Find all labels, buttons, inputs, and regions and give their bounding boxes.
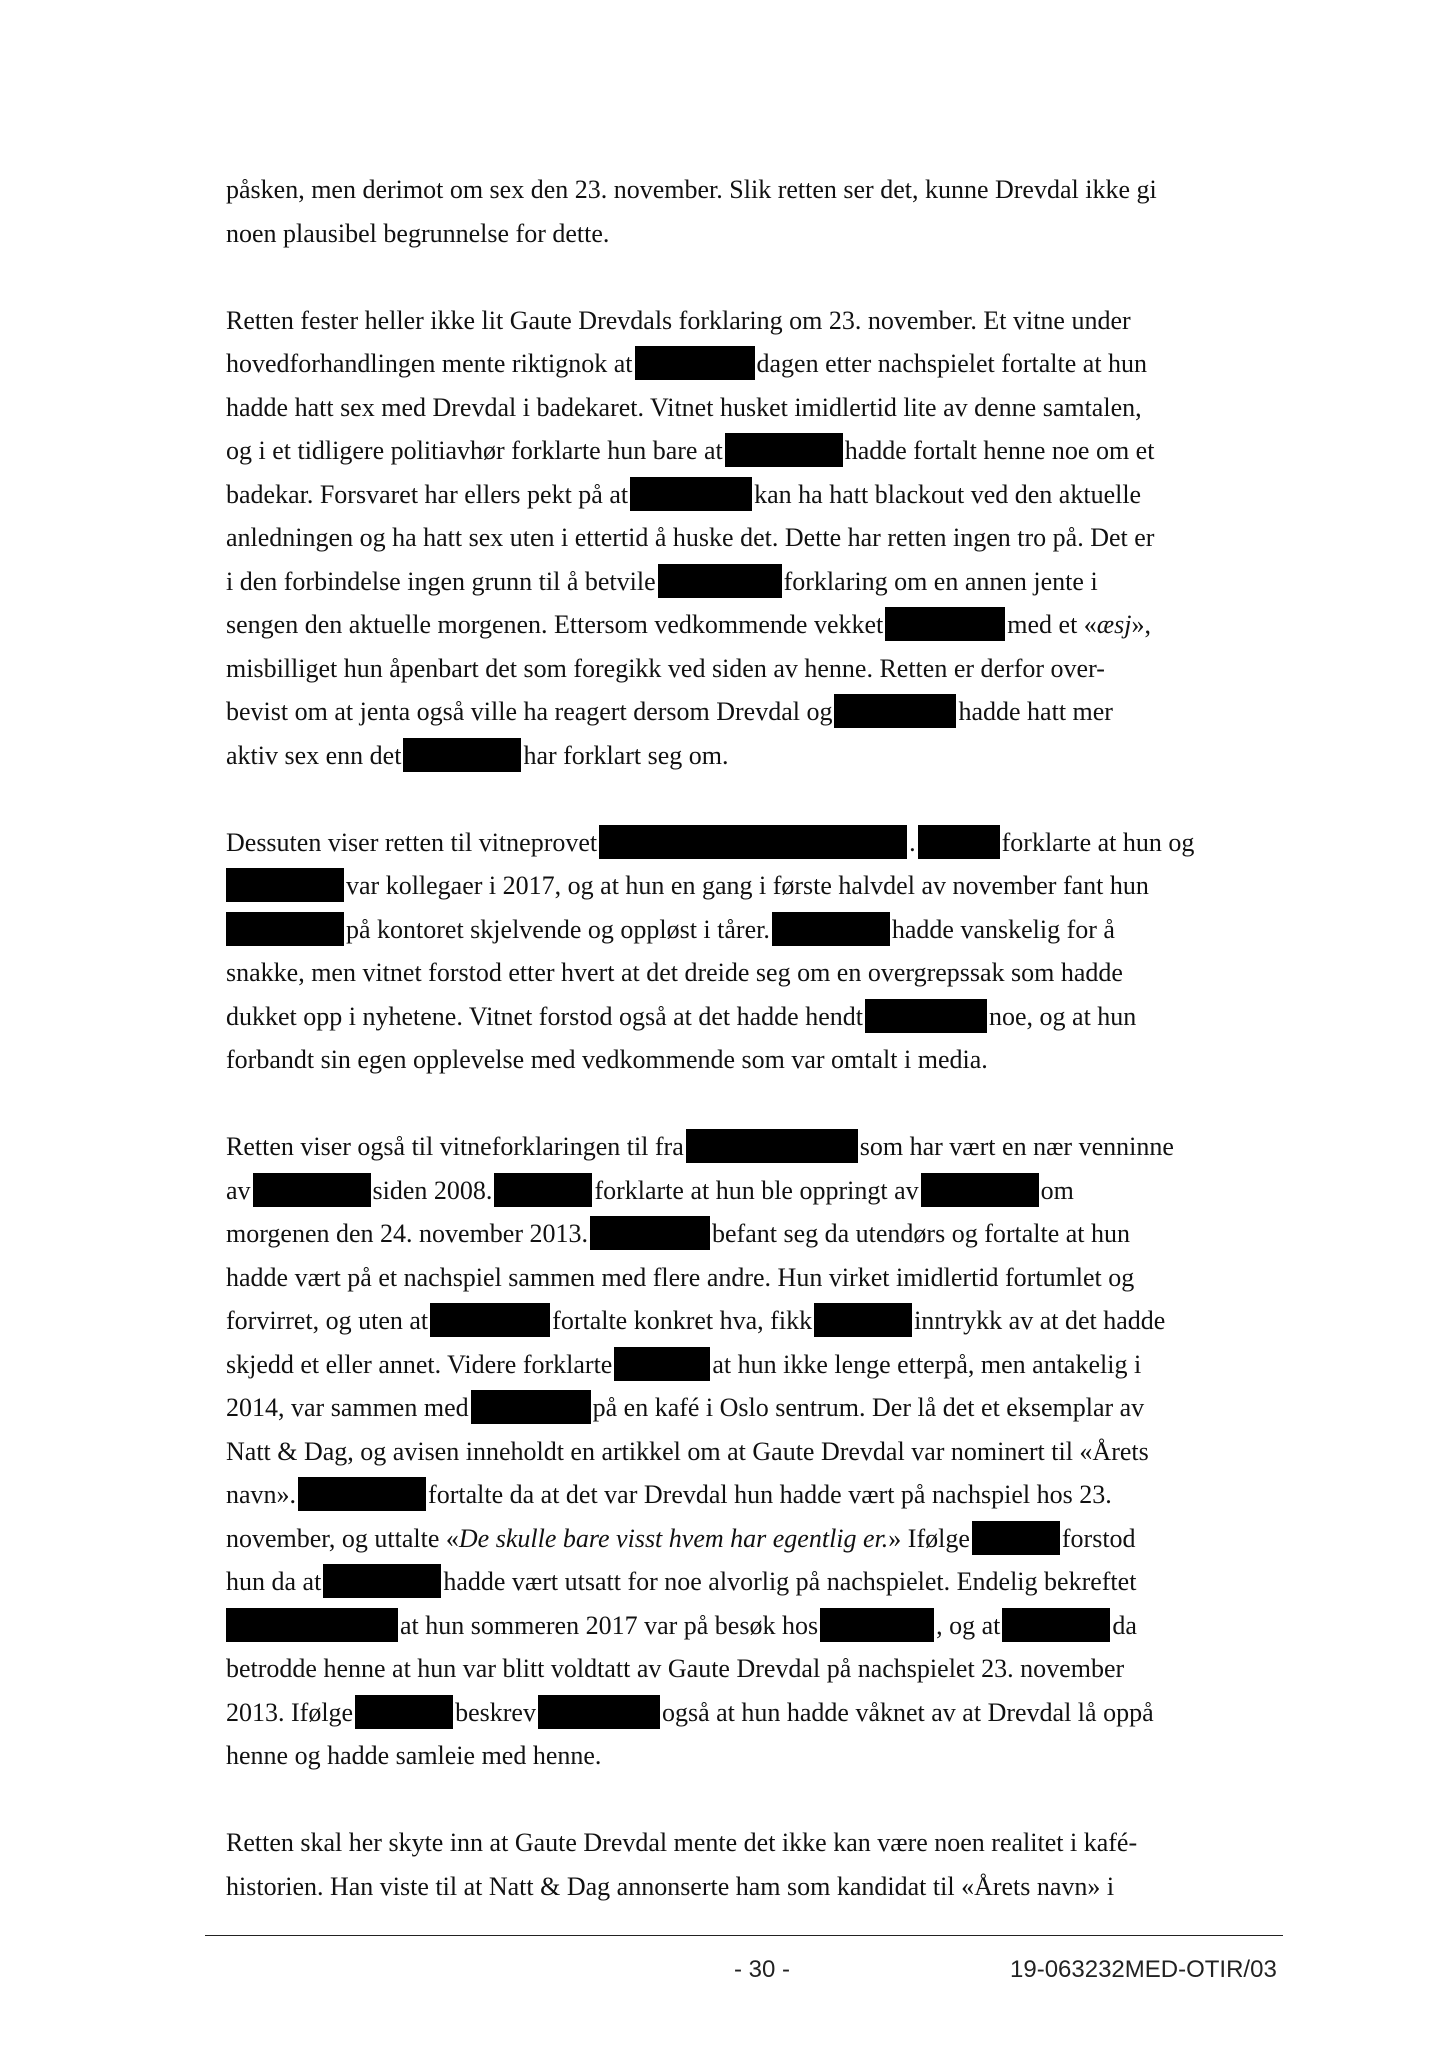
text-line bbox=[226, 386, 1284, 430]
text-segment: med et « bbox=[1007, 610, 1097, 639]
text-segment: sengen den aktuelle morgenen. Ettersom vedkommende vekket bbox=[226, 610, 884, 639]
text-segment: befant seg da utendørs og fortalte at hun bbox=[712, 1219, 1131, 1248]
text-line bbox=[226, 1169, 1284, 1213]
text-segment: inntrykk av at det hadde bbox=[914, 1306, 1166, 1335]
text-segment: noen plausibel begrunnelse for dette. bbox=[226, 218, 610, 248]
text-line bbox=[226, 560, 1284, 604]
text-segment: hadde hatt sex med Drevdal i badekaret. Vitnet husket imidlertid lite av denne samtalen, bbox=[226, 392, 1142, 422]
text-segment: av bbox=[226, 1175, 251, 1205]
text-segment: hadde fortalt henne noe om et bbox=[844, 436, 1155, 465]
text-segment: anledningen og ha hatt sex uten i ettertid å huske det. Dette har retten ingen tro på. Det er bbox=[226, 523, 1155, 552]
text-line bbox=[226, 342, 1284, 386]
text-line bbox=[226, 690, 1284, 734]
text-segment: 2014, var sammen med bbox=[226, 1393, 469, 1422]
text-segment: beskrev bbox=[455, 1697, 536, 1727]
text-line bbox=[226, 908, 1284, 952]
redaction-block bbox=[494, 1173, 592, 1207]
text-segment: hadde vært på et nachspiel sammen med flere andre. Hun virket imidlertid fortumlet og bbox=[226, 1262, 1135, 1292]
text-line bbox=[226, 1821, 1284, 1865]
text-segment-italic: De skulle bare visst hvem har egentlig er. bbox=[458, 1523, 889, 1553]
redaction-block bbox=[430, 1303, 550, 1337]
redaction-block bbox=[590, 1216, 710, 1250]
footer-divider bbox=[205, 1935, 1283, 1936]
redaction-block bbox=[614, 1347, 710, 1381]
redaction-block bbox=[658, 564, 782, 598]
text-line bbox=[226, 1343, 1284, 1387]
text-line bbox=[226, 1647, 1284, 1691]
text-segment: Retten fester heller ikke lit Gaute Drevdals forklaring om 23. november. Et vitne under bbox=[226, 305, 1131, 335]
text-segment: forstod bbox=[1061, 1523, 1136, 1553]
redaction-block bbox=[865, 999, 987, 1033]
text-segment: dukket opp i nyhetene. Vitnet forstod også at det hadde hendt bbox=[226, 1001, 863, 1031]
text-segment: . bbox=[909, 827, 916, 857]
text-line bbox=[226, 429, 1284, 473]
case-reference: 19-063232MED-OTIR/03 bbox=[1010, 1956, 1277, 1983]
text-segment: Retten viser også til vitneforklaringen til fra bbox=[226, 1132, 684, 1161]
text-segment: i den forbindelse ingen grunn til å betvile bbox=[226, 566, 656, 596]
text-line bbox=[226, 995, 1284, 1039]
text-segment: var kollegaer i 2017, og at hun en gang i første halvdel av november fant hun bbox=[346, 871, 1149, 900]
text-line bbox=[226, 647, 1284, 691]
text-line bbox=[226, 1038, 1284, 1082]
text-segment: november, og uttalte « bbox=[226, 1523, 459, 1553]
redaction-block bbox=[921, 1173, 1039, 1207]
text-segment: forvirret, og uten at bbox=[226, 1306, 429, 1335]
text-segment: bevist om at jenta også ville ha reagert dersom Drevdal og bbox=[226, 697, 833, 726]
redaction-block bbox=[635, 346, 755, 380]
text-line bbox=[226, 212, 1284, 256]
redaction-block bbox=[599, 825, 907, 859]
text-segment: aktiv sex enn det bbox=[226, 740, 402, 770]
redaction-block bbox=[538, 1695, 660, 1729]
redaction-block bbox=[471, 1390, 591, 1424]
redaction-block bbox=[355, 1695, 453, 1729]
redaction-block bbox=[298, 1477, 426, 1511]
text-line bbox=[226, 1604, 1284, 1648]
text-segment: morgenen den 24. november 2013. bbox=[226, 1219, 588, 1248]
text-segment: påsken, men derimot om sex den 23. november. Slik retten ser det, kunne Drevdal ikke gi bbox=[226, 175, 1157, 204]
text-segment: forbandt sin egen opplevelse med vedkommende som var omtalt i media. bbox=[226, 1045, 988, 1074]
text-line bbox=[226, 1734, 1284, 1778]
text-segment: 2013. Ifølge bbox=[226, 1697, 354, 1727]
text-segment: hadde vanskelig for å bbox=[891, 914, 1115, 944]
redaction-block bbox=[725, 433, 843, 467]
text-segment: misbilliget hun åpenbart det som foregikk ved siden av henne. Retten er derfor over- bbox=[226, 653, 1105, 683]
text-line bbox=[226, 516, 1284, 560]
text-segment: på kontoret skjelvende og oppløst i tårer. bbox=[346, 914, 770, 944]
text-segment: Dessuten viser retten til vitneprovet bbox=[226, 827, 598, 857]
text-line bbox=[226, 734, 1284, 778]
page-number: - 30 - bbox=[734, 1956, 791, 1983]
redaction-block bbox=[403, 738, 521, 772]
redaction-block bbox=[834, 694, 956, 728]
text-segment: historien. Han viste til at Natt & Dag annonserte ham som kandidat til «Årets navn» i bbox=[226, 1871, 1115, 1901]
text-line bbox=[226, 1386, 1284, 1430]
text-line bbox=[226, 1865, 1284, 1909]
redaction-block bbox=[820, 1608, 934, 1642]
text-segment: , og at bbox=[936, 1610, 1001, 1640]
text-segment: noe, og at hun bbox=[988, 1001, 1137, 1031]
text-segment: forklarte at hun ble oppringt av bbox=[594, 1175, 919, 1205]
text-line bbox=[226, 1299, 1284, 1343]
paragraph-1 bbox=[226, 168, 1284, 255]
redaction-block bbox=[814, 1303, 912, 1337]
text-segment: hun da at bbox=[226, 1567, 322, 1596]
text-segment: hadde vært utsatt for noe alvorlig på nachspielet. Endelig bekreftet bbox=[443, 1567, 1137, 1596]
text-segment: Natt & Dag, og avisen inneholdt en artikkel om at Gaute Drevdal var nominert til «Årets bbox=[226, 1436, 1149, 1466]
text-segment: fortalte da at det var Drevdal hun hadde vært på nachspiel hos 23. bbox=[428, 1480, 1112, 1509]
text-segment: henne og hadde samleie med henne. bbox=[226, 1741, 602, 1770]
text-segment: på en kafé i Oslo sentrum. Der lå det et eksemplar av bbox=[592, 1393, 1145, 1422]
paragraph-4 bbox=[226, 1125, 1284, 1778]
paragraph-3 bbox=[226, 821, 1284, 1082]
text-segment: har forklart seg om. bbox=[523, 740, 729, 770]
text-segment: kan ha hatt blackout ved den aktuelle bbox=[754, 479, 1142, 509]
text-segment: betrodde henne at hun var blitt voldtatt av Gaute Drevdal på nachspielet 23. november bbox=[226, 1654, 1125, 1683]
redaction-block bbox=[686, 1129, 858, 1163]
text-line bbox=[226, 1517, 1284, 1561]
text-segment: at hun ikke lenge etterpå, men antakelig i bbox=[712, 1349, 1142, 1379]
redaction-block bbox=[972, 1521, 1060, 1555]
redaction-block bbox=[253, 1173, 371, 1207]
text-line bbox=[226, 1212, 1284, 1256]
text-segment: også at hun hadde våknet av at Drevdal lå oppå bbox=[661, 1697, 1154, 1727]
paragraph-5 bbox=[226, 1821, 1284, 1908]
text-segment: og i et tidligere politiavhør forklarte hun bare at bbox=[226, 436, 723, 465]
redaction-block bbox=[226, 1608, 398, 1642]
body-text bbox=[226, 168, 1284, 1952]
text-segment: fortalte konkret hva, fikk bbox=[552, 1306, 813, 1335]
text-segment: om bbox=[1040, 1175, 1074, 1205]
redaction-block bbox=[885, 607, 1005, 641]
text-segment: da bbox=[1112, 1610, 1137, 1640]
text-segment: at hun sommeren 2017 var på besøk hos bbox=[400, 1610, 819, 1640]
text-segment: som har vært en nær venninne bbox=[859, 1132, 1174, 1161]
paragraph-2 bbox=[226, 299, 1284, 778]
redaction-block bbox=[630, 477, 752, 511]
text-line bbox=[226, 168, 1284, 212]
redaction-block bbox=[226, 912, 344, 946]
redaction-block bbox=[918, 825, 1000, 859]
text-line bbox=[226, 1691, 1284, 1735]
text-segment: Retten skal her skyte inn at Gaute Drevdal mente det ikke kan være noen realitet i kafé- bbox=[226, 1828, 1138, 1857]
text-line bbox=[226, 1430, 1284, 1474]
text-segment: skjedd et eller annet. Videre forklarte bbox=[226, 1349, 613, 1379]
text-segment: hadde hatt mer bbox=[958, 697, 1113, 726]
text-line bbox=[226, 1560, 1284, 1604]
redaction-block bbox=[226, 868, 344, 902]
text-segment: » Ifølge bbox=[888, 1523, 970, 1553]
text-line bbox=[226, 821, 1284, 865]
redaction-block bbox=[1002, 1608, 1110, 1642]
redaction-block bbox=[772, 912, 890, 946]
text-segment: hovedforhandlingen mente riktignok at bbox=[226, 349, 633, 378]
text-segment: navn». bbox=[226, 1480, 297, 1509]
text-segment: forklaring om en annen jente i bbox=[783, 566, 1098, 596]
text-line bbox=[226, 951, 1284, 995]
text-segment-italic: æsj bbox=[1096, 610, 1132, 639]
text-line bbox=[226, 1256, 1284, 1300]
text-line bbox=[226, 1125, 1284, 1169]
text-segment: snakke, men vitnet forstod etter hvert at det dreide seg om en overgrepssak som hadde bbox=[226, 958, 1123, 987]
text-line bbox=[226, 1473, 1284, 1517]
text-segment: dagen etter nachspielet fortalte at hun bbox=[756, 349, 1148, 378]
text-segment: siden 2008. bbox=[372, 1175, 493, 1205]
text-segment: », bbox=[1131, 610, 1151, 639]
text-line bbox=[226, 473, 1284, 517]
text-line bbox=[226, 299, 1284, 343]
text-line bbox=[226, 603, 1284, 647]
text-segment: forklarte at hun og bbox=[1001, 827, 1195, 857]
text-segment: badekar. Forsvaret har ellers pekt på at bbox=[226, 479, 629, 509]
redaction-block bbox=[323, 1564, 441, 1598]
text-line bbox=[226, 864, 1284, 908]
